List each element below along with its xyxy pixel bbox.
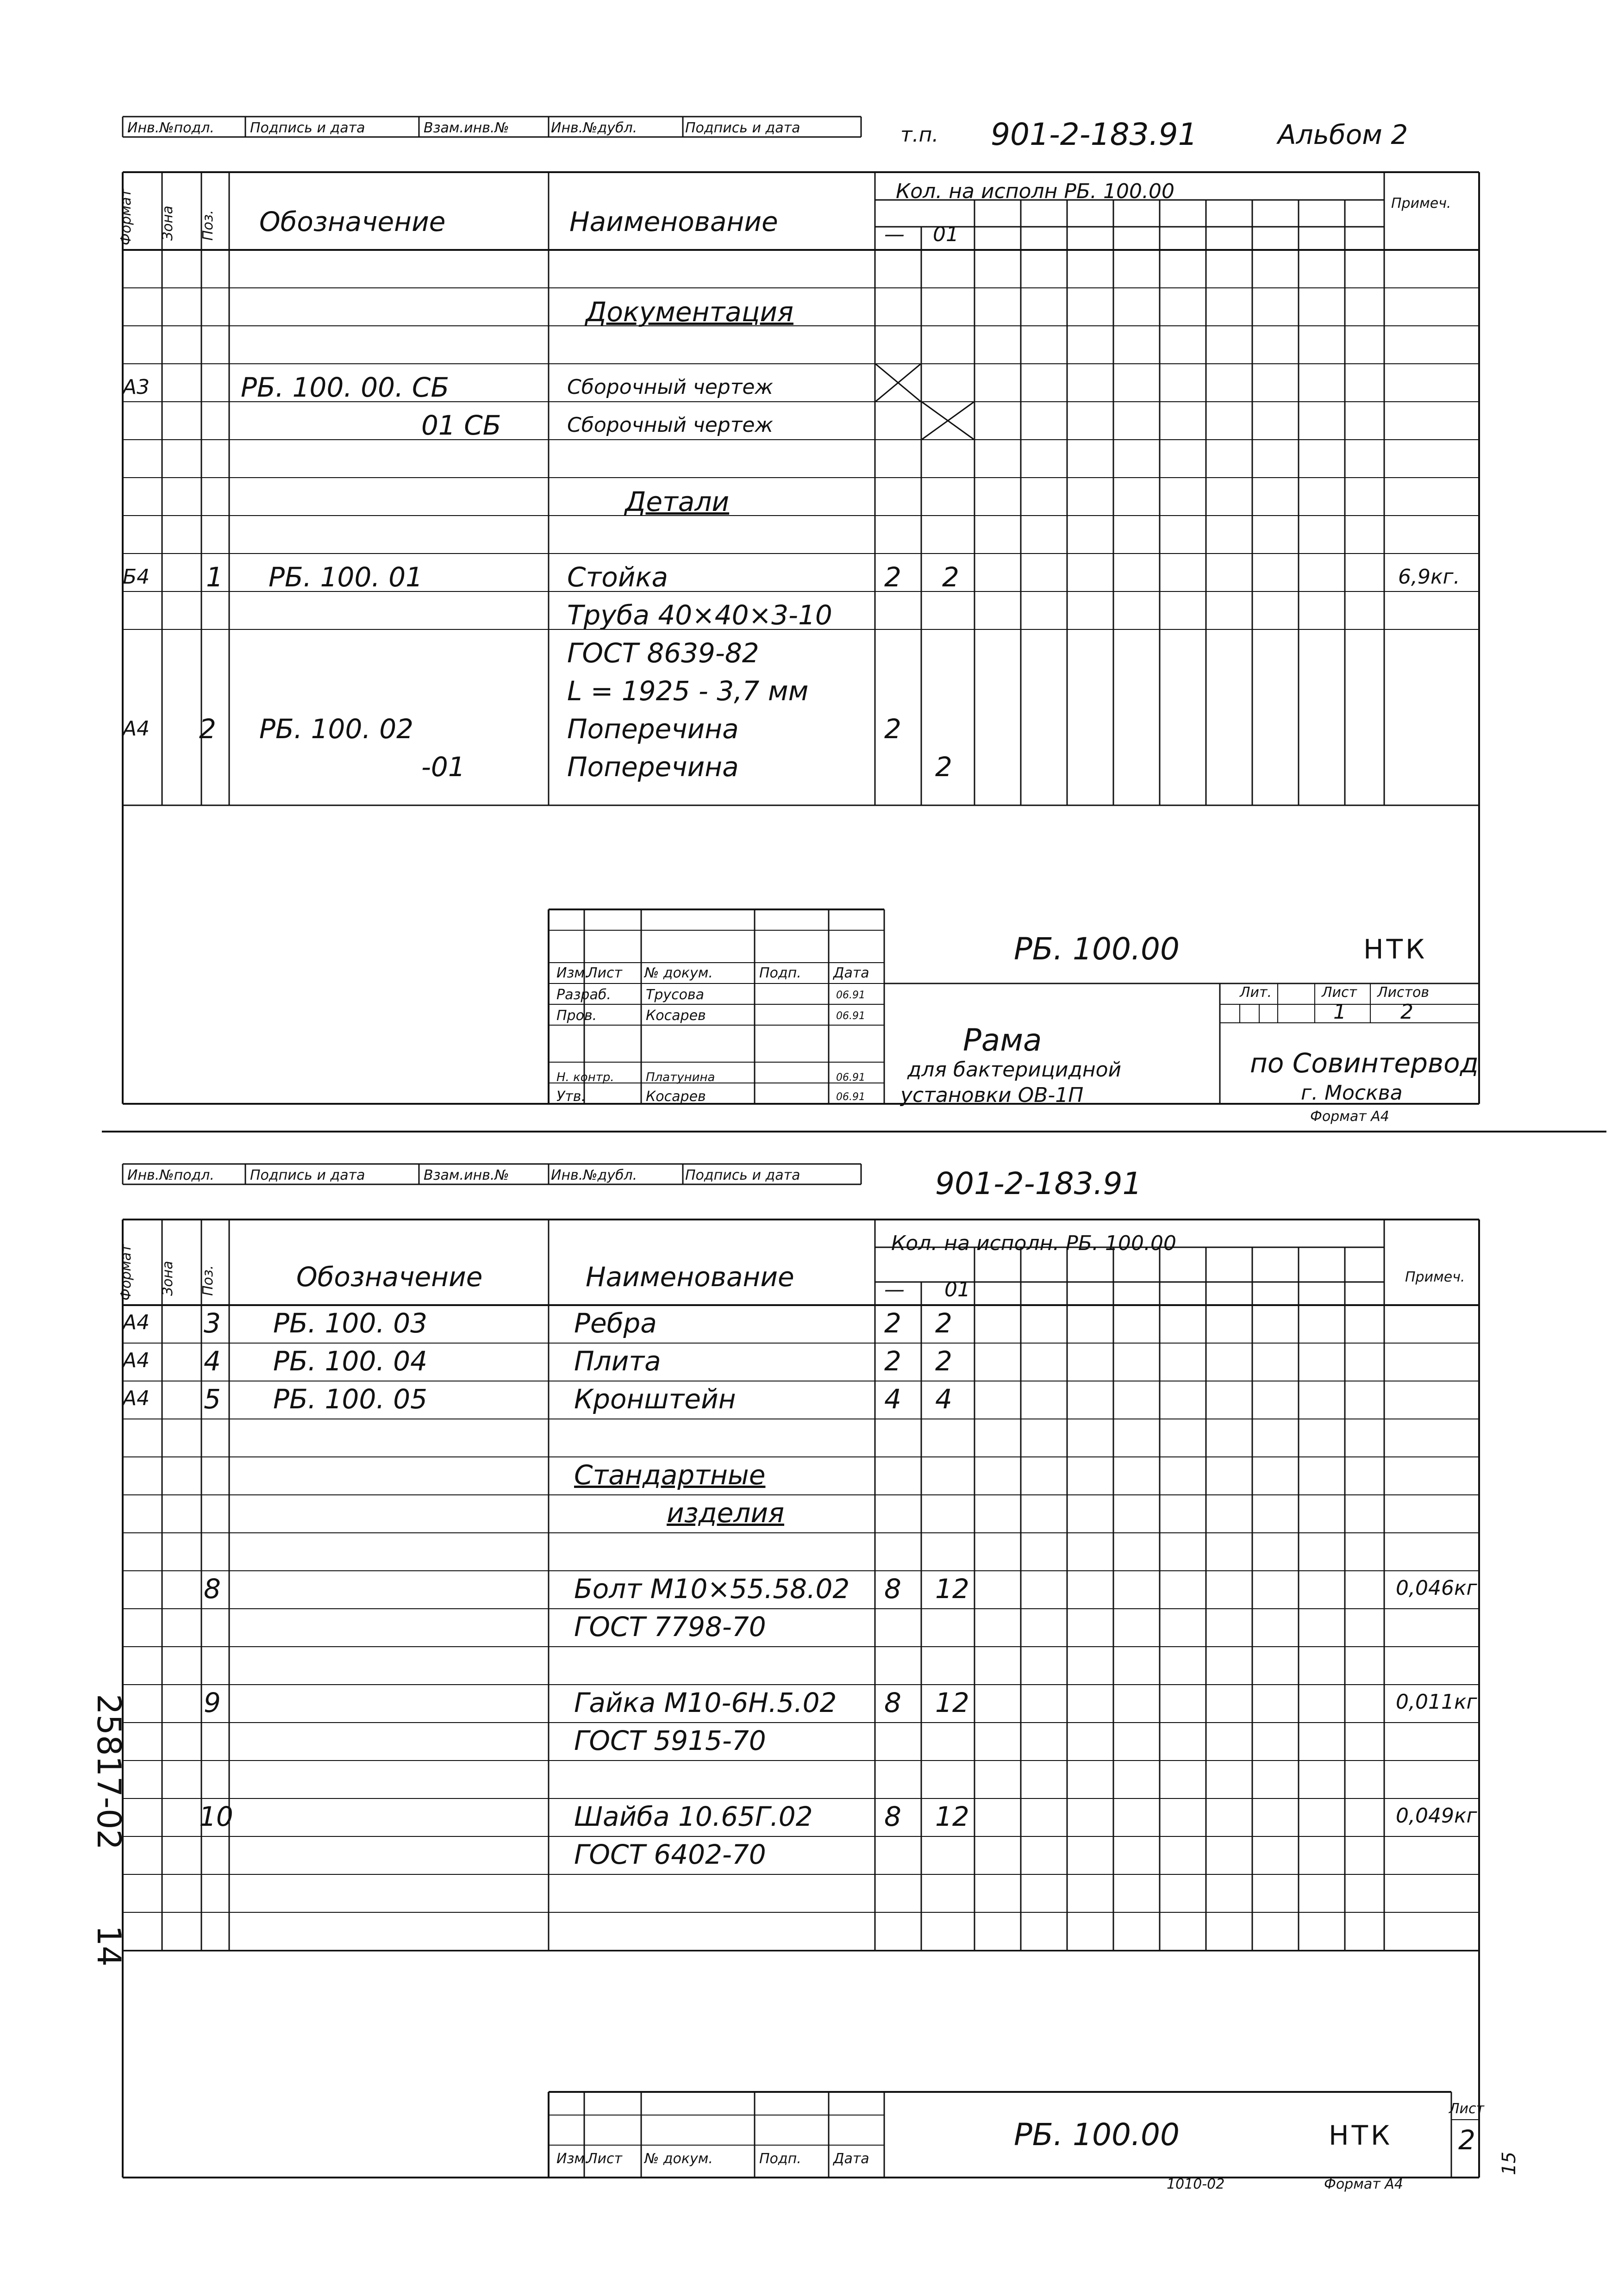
- approval-label: Инв.№подл.: [127, 1167, 214, 1183]
- header-note: Примеч.: [1391, 195, 1451, 212]
- header-pos: Поз.: [200, 210, 216, 241]
- row-designation: -01: [421, 751, 465, 783]
- tb-person: Трусова: [646, 987, 705, 1003]
- project-number: 901-2-183.91: [935, 1166, 1142, 1201]
- row-qty: 12: [935, 1801, 969, 1832]
- tb-col-head: Подп.: [759, 965, 801, 981]
- row-pos: 1: [206, 561, 223, 593]
- project-number: 901-2-183.91: [991, 117, 1198, 152]
- row-qty: 8: [884, 1573, 901, 1605]
- row-qty: 2: [884, 1345, 901, 1377]
- row-qty: 2: [935, 751, 952, 783]
- row-pos: 4: [204, 1345, 221, 1377]
- tb-doc-suffix: НТК: [1363, 933, 1428, 965]
- header-qty: Кол. на исполн РБ. 100.00: [896, 180, 1174, 203]
- archive-number-stamp: 25817-02: [90, 1694, 128, 1850]
- tb-sheets-total: 2: [1400, 1000, 1413, 1024]
- row-name: L = 1925 - 3,7 мм: [567, 675, 809, 707]
- tb-doc-code: РБ. 100.00: [1014, 2117, 1180, 2153]
- header-name: Наименование: [586, 1261, 794, 1293]
- row-pos: 3: [204, 1307, 221, 1339]
- approval-label: Подпись и дата: [685, 1167, 800, 1183]
- project-prefix: т.п.: [900, 123, 939, 147]
- tb-role: Пров.: [556, 1008, 597, 1024]
- edge-mark: 15: [1499, 2152, 1520, 2175]
- tb-doc-code: РБ. 100.00: [1014, 931, 1180, 967]
- tb-date: 06.91: [836, 989, 865, 1001]
- row-note: 0,011кг: [1396, 1690, 1477, 1714]
- tb-role: Утв.: [556, 1089, 586, 1105]
- row-pos: 2: [199, 713, 216, 745]
- tb-role: Н. контр.: [556, 1070, 614, 1084]
- row-qty: 8: [884, 1687, 901, 1718]
- section-title: Стандартные: [574, 1459, 766, 1491]
- row-designation: РБ. 100. 04: [273, 1345, 428, 1377]
- page-number-stamp: 14: [90, 1925, 128, 1967]
- tb-format-note: Формат А4: [1324, 2176, 1403, 2192]
- header-qty-dash: —: [884, 223, 905, 246]
- tb-col-head: Лист: [587, 965, 623, 981]
- tb-col-head: Лист: [587, 2151, 623, 2167]
- row-name: Шайба 10.65Г.02: [574, 1801, 813, 1832]
- tb-person: Косарев: [646, 1008, 706, 1024]
- tb-col-head: Изм.: [556, 2151, 589, 2167]
- section-title: изделия: [667, 1497, 784, 1529]
- tb-person: Платунина: [646, 1070, 715, 1084]
- row-format: А4: [123, 717, 150, 740]
- row-format: А4: [123, 1311, 150, 1334]
- row-qty: 2: [942, 561, 959, 593]
- row-note: 6,9кг.: [1398, 565, 1460, 589]
- header-name: Наименование: [569, 206, 778, 237]
- tb-col-head: № докум.: [644, 2151, 713, 2167]
- header-qty-01: 01: [933, 223, 959, 246]
- row-qty: 8: [884, 1801, 901, 1832]
- tb-sheets-label: Листов: [1377, 984, 1430, 1001]
- approval-label: Подпись и дата: [685, 120, 800, 136]
- row-pos: 10: [199, 1801, 233, 1832]
- header-zone: Зона: [160, 205, 176, 241]
- row-note: 0,046кг: [1396, 1576, 1477, 1600]
- row-format: А3: [123, 375, 150, 399]
- section-title: Документация: [586, 296, 793, 328]
- tb-sheet-no: 2: [1458, 2124, 1475, 2156]
- tb-date: 06.91: [836, 1010, 865, 1022]
- tb-col-head: № докум.: [644, 965, 713, 981]
- row-pos: 5: [204, 1383, 221, 1415]
- row-name: ГОСТ 6402-70: [574, 1839, 766, 1870]
- approval-label: Взам.инв.№: [424, 1167, 509, 1183]
- row-name: Гайка М10-6Н.5.02: [574, 1687, 837, 1718]
- row-qty: 12: [935, 1573, 969, 1605]
- approval-label: Инв.№подл.: [127, 120, 214, 136]
- row-qty: 2: [884, 561, 901, 593]
- row-name: Сборочный чертеж: [567, 375, 774, 399]
- row-name: Поперечина: [567, 713, 739, 745]
- tb-doc-suffix: НТК: [1329, 2120, 1393, 2151]
- row-name: Труба 40×40×3-10: [567, 599, 832, 631]
- tb-sheet-no: 1: [1333, 1000, 1346, 1024]
- row-name: Поперечина: [567, 751, 739, 783]
- tb-col-head: Изм.: [556, 965, 589, 981]
- header-zone: Зона: [160, 1261, 176, 1296]
- tb-person: Косарев: [646, 1089, 706, 1105]
- header-pos: Поз.: [200, 1265, 216, 1296]
- tb-sheet-label: Лист: [1322, 984, 1357, 1001]
- row-qty: 12: [935, 1687, 969, 1718]
- tb-col-head: Дата: [833, 2151, 869, 2167]
- approval-label: Подпись и дата: [250, 120, 365, 136]
- row-qty: 2: [935, 1307, 952, 1339]
- row-designation: РБ. 100. 01: [269, 561, 423, 593]
- row-name: Кронштейн: [574, 1383, 736, 1415]
- approval-label: Взам.инв.№: [424, 120, 509, 136]
- row-format: Б4: [123, 565, 150, 589]
- tb-format-note: Формат А4: [1310, 1108, 1389, 1125]
- row-format: А4: [123, 1387, 150, 1410]
- tb-date: 06.91: [836, 1072, 865, 1083]
- row-name: Ребра: [574, 1307, 657, 1339]
- header-qty-dash: —: [884, 1278, 905, 1301]
- row-designation: РБ. 100. 02: [259, 713, 414, 745]
- row-format: А4: [123, 1349, 150, 1372]
- header-format: Формат: [118, 1244, 134, 1300]
- row-name: Сборочный чертеж: [567, 413, 774, 437]
- approval-label: Подпись и дата: [250, 1167, 365, 1183]
- tb-lit: Лит.: [1240, 984, 1272, 1001]
- row-name: ГОСТ 7798-70: [574, 1611, 766, 1643]
- tb-organization: по Совинтервод: [1250, 1047, 1479, 1079]
- tb-title: Рама: [963, 1022, 1042, 1058]
- approval-label: Инв.№дубл.: [551, 120, 637, 136]
- row-designation: РБ. 100. 00. СБ: [241, 372, 450, 403]
- tb-date: 06.91: [836, 1091, 865, 1103]
- row-name: ГОСТ 5915-70: [574, 1725, 766, 1756]
- album-label: Альбом 2: [1278, 119, 1408, 150]
- tb-role: Разраб.: [556, 987, 611, 1003]
- header-note: Примеч.: [1405, 1269, 1465, 1285]
- row-qty: 4: [884, 1383, 901, 1415]
- tb-subtitle: для бактерицидной: [907, 1058, 1122, 1082]
- header-designation: Обозначение: [296, 1261, 483, 1293]
- row-name: Плита: [574, 1345, 661, 1377]
- tb-col-head: Дата: [833, 965, 869, 981]
- row-designation: РБ. 100. 05: [273, 1383, 428, 1415]
- tb-subtitle: установки ОВ-1П: [900, 1083, 1084, 1107]
- row-name: Стойка: [567, 561, 668, 593]
- row-qty: 2: [884, 1307, 901, 1339]
- tb-sheet-label: Лист: [1449, 2101, 1485, 2117]
- header-qty: Кол. на исполн. РБ. 100.00: [891, 1232, 1176, 1255]
- section-title: Детали: [625, 486, 730, 517]
- header-qty-01: 01: [944, 1278, 970, 1301]
- row-qty: 2: [884, 713, 901, 745]
- row-note: 0,049кг: [1396, 1804, 1477, 1828]
- row-pos: 8: [204, 1573, 221, 1605]
- row-qty: 4: [935, 1383, 952, 1415]
- approval-label: Инв.№дубл.: [551, 1167, 637, 1183]
- row-name: Болт М10×55.58.02: [574, 1573, 850, 1605]
- row-name: ГОСТ 8639-82: [567, 637, 759, 669]
- header-designation: Обозначение: [259, 206, 446, 237]
- tb-city: г. Москва: [1301, 1081, 1403, 1105]
- row-qty: 2: [935, 1345, 952, 1377]
- row-designation: РБ. 100. 03: [273, 1307, 428, 1339]
- row-pos: 9: [204, 1687, 221, 1718]
- tb-copy-mark: 1010-02: [1167, 2176, 1225, 2192]
- row-designation: 01 СБ: [421, 410, 501, 441]
- tb-col-head: Подп.: [759, 2151, 801, 2167]
- header-format: Формат: [118, 189, 134, 245]
